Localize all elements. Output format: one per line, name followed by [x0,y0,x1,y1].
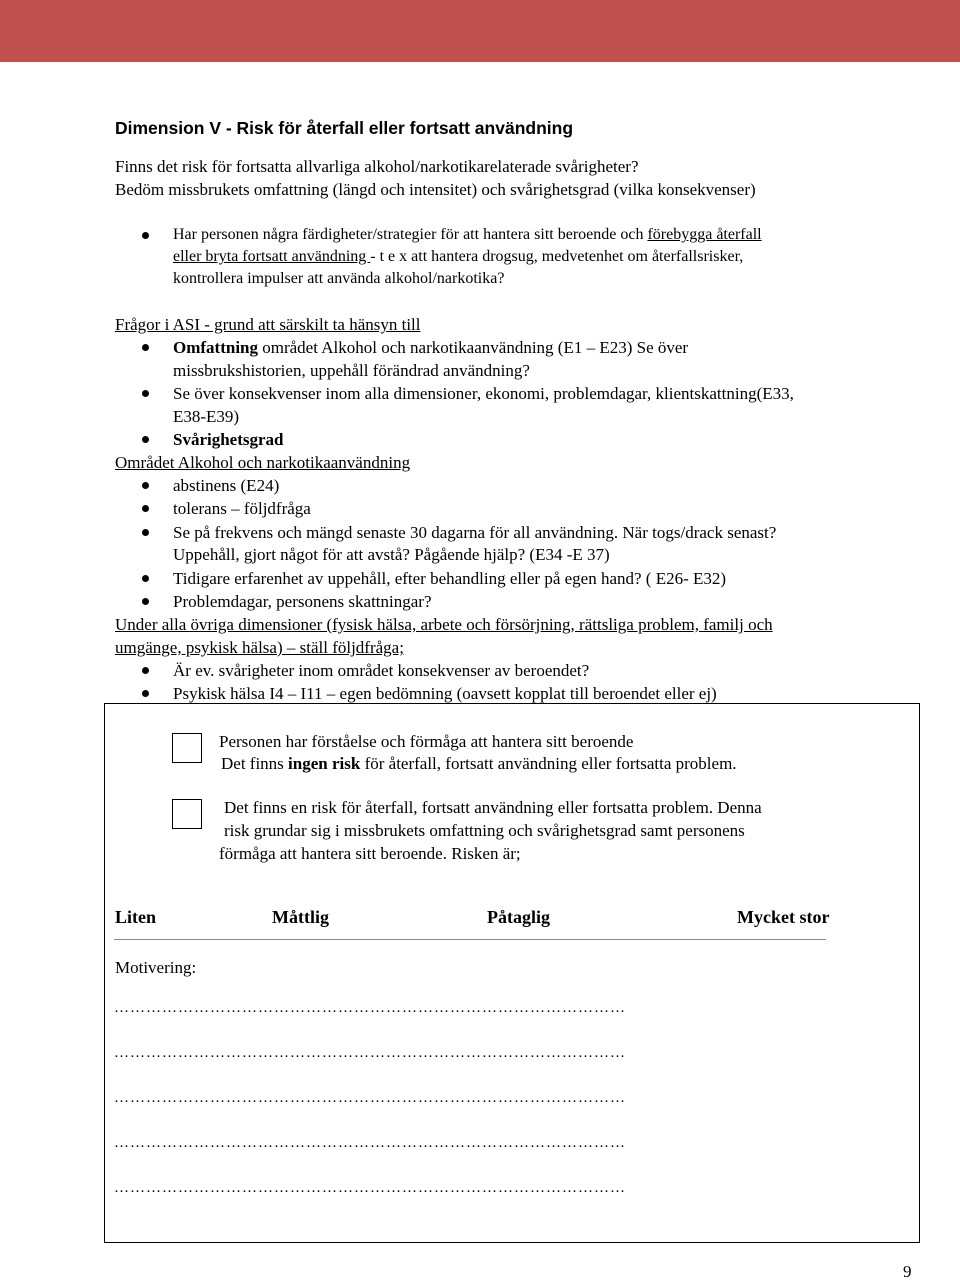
section-title: Dimension V - Risk för återfall eller fortsatt användning [115,118,574,138]
area-item: abstinens (E24) [173,476,280,495]
bullet-icon [142,232,149,239]
other-heading-line-2: umgänge, psykisk hälsa) – ställ följdfråga; [115,638,404,657]
bullet-icon [142,598,149,605]
bullet-icon [142,690,149,697]
bullet-icon [142,667,149,674]
bullet-icon [142,436,149,443]
area-item: Se på frekvens och mängd senaste 30 dagarna för all användning. När togs/drack senast? [173,523,777,542]
bullet-icon [142,505,149,512]
no-risk-line-2: Det finns ingen risk för återfall, fortsatt användning eller fortsatta problem. [221,754,737,773]
scale-rule [114,939,826,940]
motivation-line[interactable]: …………………………………………………………………………………… [114,1090,626,1106]
other-heading: Under alla övriga dimensioner (fysisk hälsa, arbete och försörjning, rättsliga problem, familj och [115,615,773,634]
checkbox-no-risk[interactable] [172,733,202,763]
bullet-icon [142,482,149,489]
asi-consequences-line-2: E38-E39) [173,407,240,426]
scale-pataglig[interactable]: Påtaglig [487,907,550,927]
area-heading: Området Alkohol och narkotikaanvändning [115,453,411,472]
scale-liten[interactable]: Liten [115,907,157,927]
area-item: Uppehåll, gjort något för att avstå? Pågående hjälp? (E34 -E 37) [173,545,610,564]
no-risk-line-1: Personen har förståelse och förmåga att hantera sitt beroende [219,732,634,751]
motivation-label: Motivering: [115,958,197,977]
area-item: Tidigare erfarenhet av uppehåll, efter behandling eller på egen hand? ( E26- E32) [173,569,727,588]
question-line-1: Har personen några färdigheter/strategier för att hantera sitt beroende och förebygga återfall [173,226,762,243]
area-item: Problemdagar, personens skattningar? [173,592,432,611]
question-line-3: kontrollera impulser att använda alkohol/narkotika? [173,270,505,287]
asi-heading: Frågor i ASI - grund att särskilt ta hänsyn till [115,315,421,334]
scale-mycket-stor[interactable]: Mycket stor [737,907,830,927]
motivation-line[interactable]: …………………………………………………………………………………… [114,1045,626,1061]
assessment-box [104,703,920,1243]
risk-line-2: risk grundar sig i missbrukets omfattning och svårighetsgrad samt personens [224,821,745,840]
bullet-icon [142,390,149,397]
area-item: tolerans – följdfråga [173,499,311,518]
other-item: Är ev. svårigheter inom området konsekvenser av beroendet? [173,661,590,680]
asi-omfattning-line-2: missbrukshistorien, uppehåll förändrad användning? [173,361,530,380]
motivation-line[interactable]: …………………………………………………………………………………… [114,1180,626,1196]
scale-mattlig[interactable]: Måttlig [272,907,329,927]
motivation-line[interactable]: …………………………………………………………………………………… [114,1135,626,1151]
motivation-line[interactable]: …………………………………………………………………………………… [114,1000,626,1016]
asi-severity: Svårighetsgrad [173,430,284,449]
risk-line-1: Det finns en risk för återfall, fortsatt användning eller fortsatta problem. Denna [224,798,762,817]
bullet-icon [142,575,149,582]
risk-line-3: förmåga att hantera sitt beroende. Risken är; [219,844,521,863]
asi-consequences: Se över konsekvenser inom alla dimensioner, ekonomi, problemdagar, klientskattning(E33, [173,384,794,403]
asi-omfattning: Omfattning området Alkohol och narkotikaanvändning (E1 – E23) Se över [173,338,689,357]
bullet-icon [142,344,149,351]
page-number: 9 [903,1262,912,1281]
header-bar [0,0,960,62]
bullet-icon [142,529,149,536]
other-item: Psykisk hälsa I4 – I11 – egen bedömning (oavsett kopplat till beroendet eller ej) [173,684,717,703]
intro-line-2: Bedöm missbrukets omfattning (längd och intensitet) och svårighetsgrad (vilka konsekvenser) [115,180,756,199]
checkbox-risk[interactable] [172,799,202,829]
question-line-2: eller bryta fortsatt användning - t e x att hantera drogsug, medvetenhet om återfallsrisker, [173,248,744,265]
intro-line-1: Finns det risk för fortsatta allvarliga alkohol/narkotikarelaterade svårigheter? [115,157,639,176]
